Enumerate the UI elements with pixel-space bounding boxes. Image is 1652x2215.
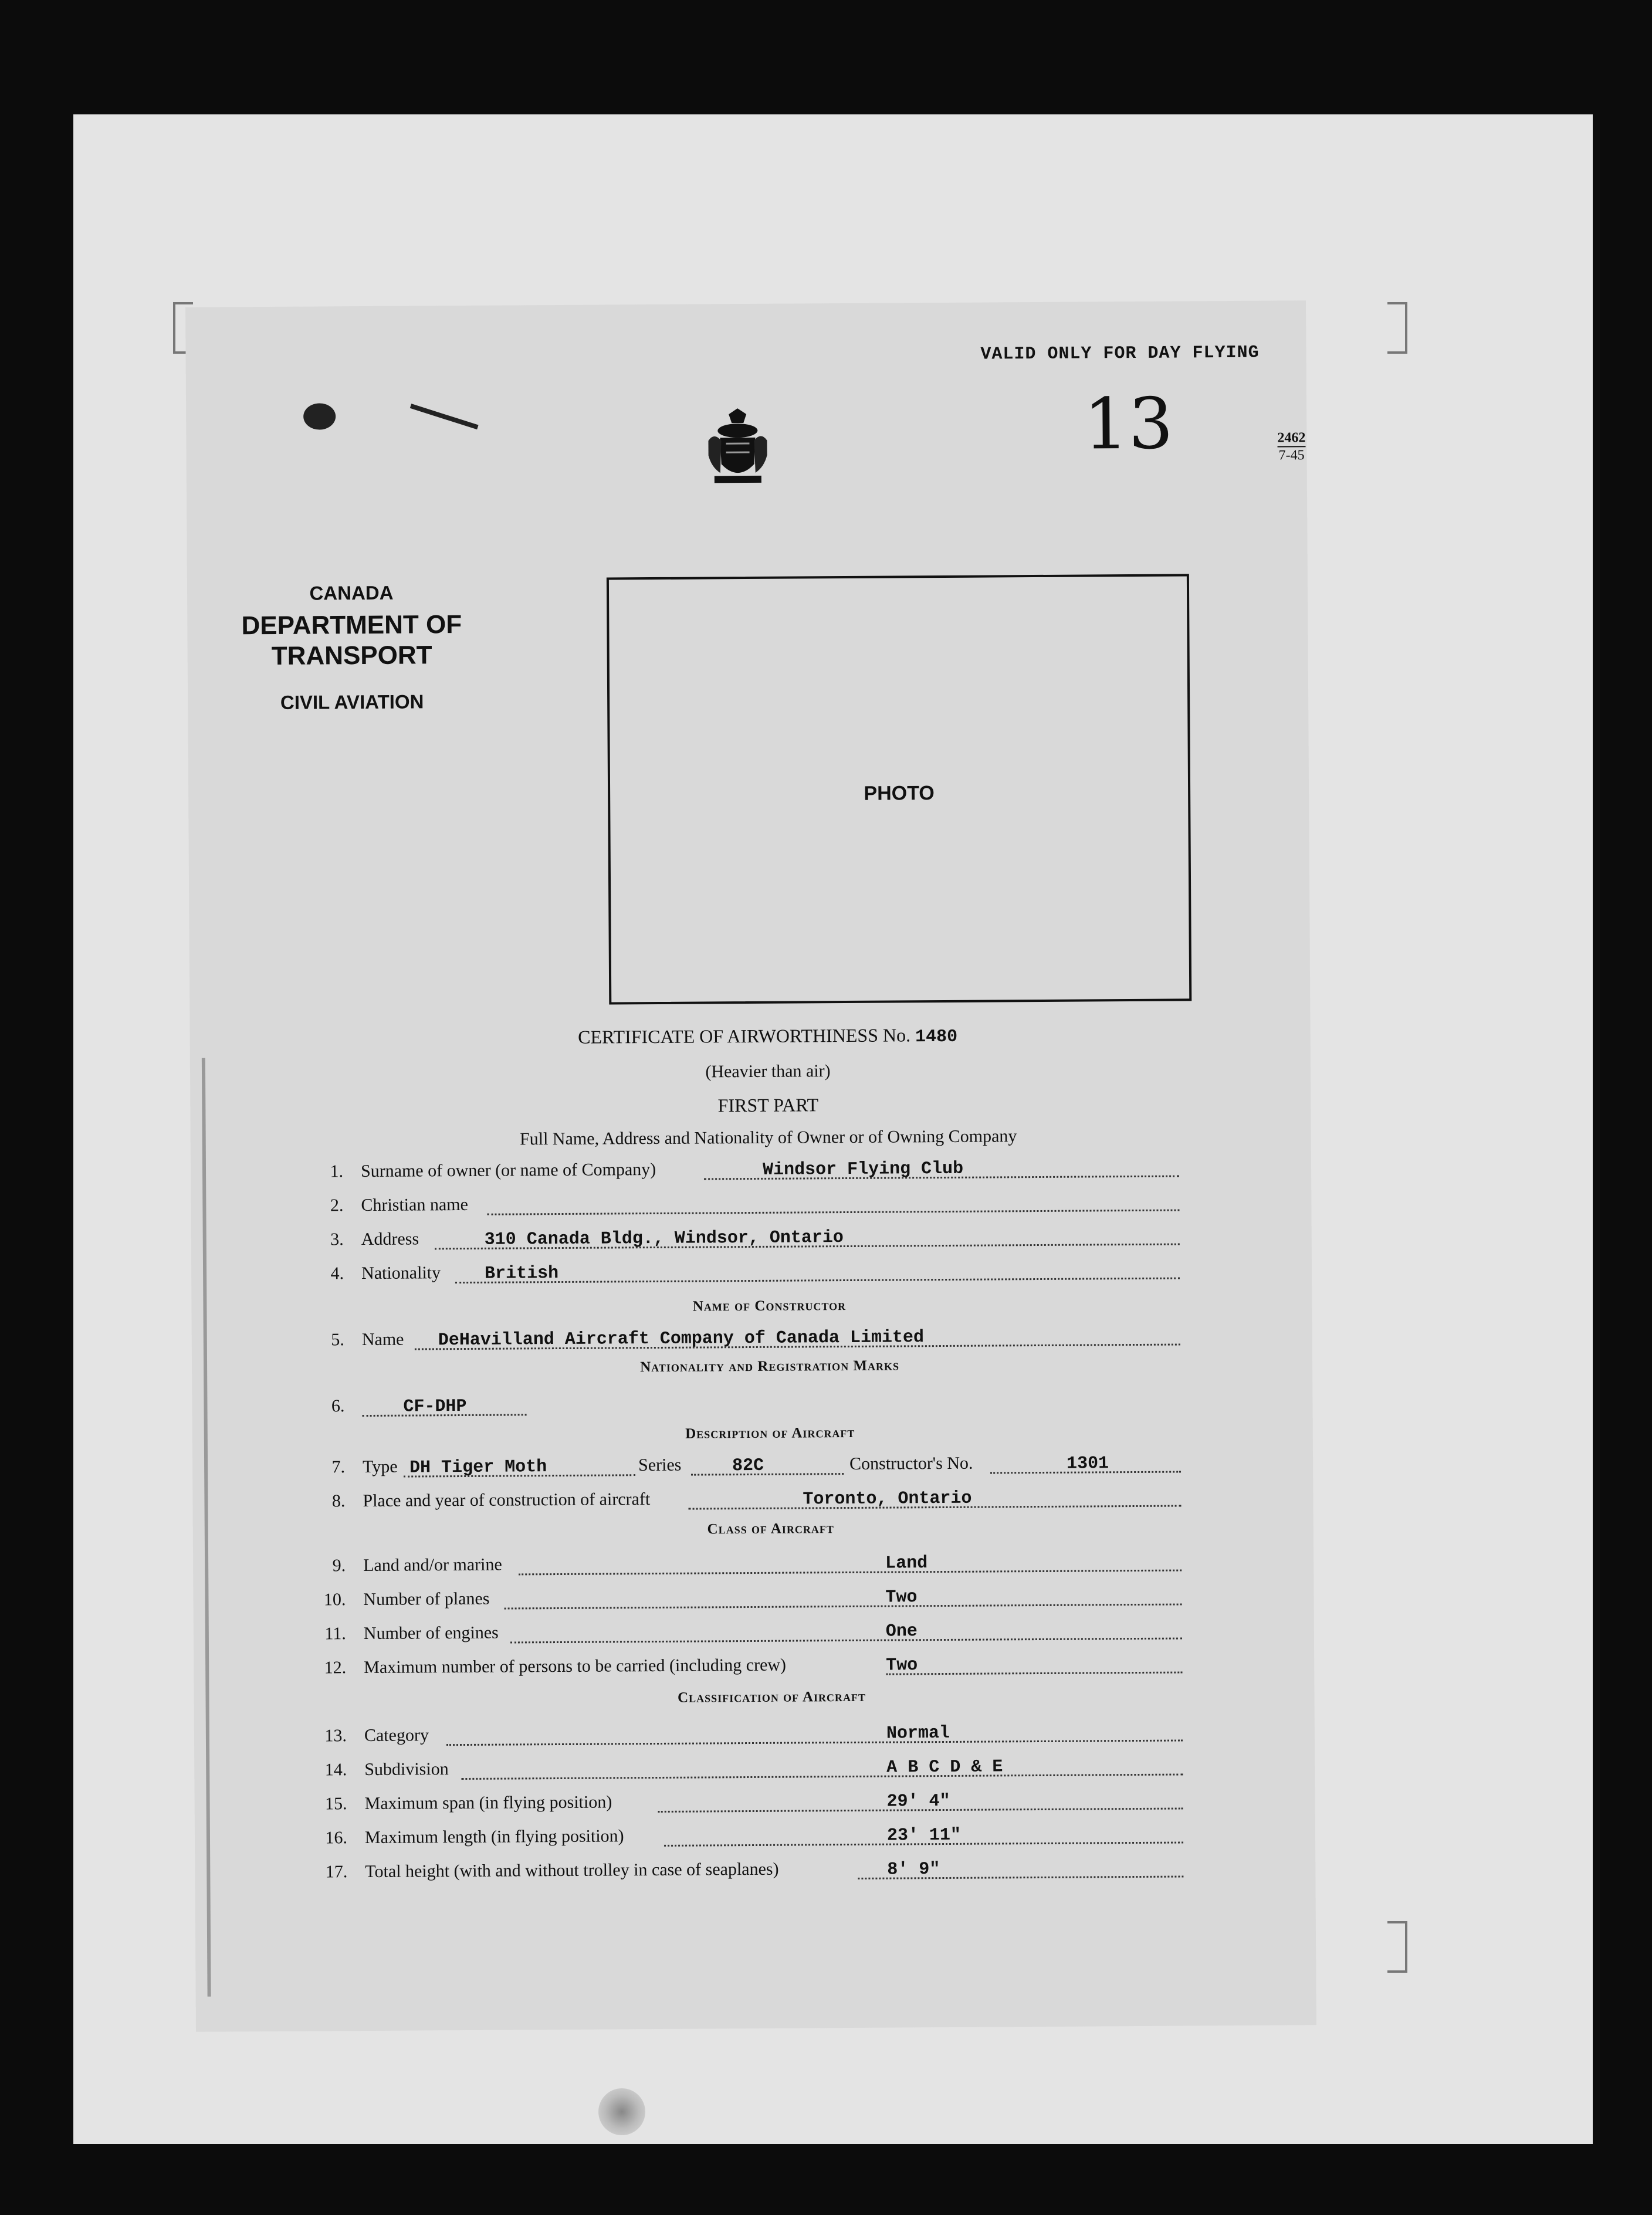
constructors-number-value: 1301 xyxy=(1067,1454,1109,1474)
nationality-label: Nationality xyxy=(361,1263,441,1283)
constructor-heading: Name of Constructor xyxy=(692,1298,847,1315)
photo-box xyxy=(607,574,1191,1004)
christian-name-label: Christian name xyxy=(361,1194,468,1215)
field-number: 7. xyxy=(331,1457,346,1477)
field-number: 1. xyxy=(330,1161,344,1181)
dotted-line xyxy=(455,1278,1180,1284)
constructors-number-label: Constructor's No. xyxy=(849,1453,973,1474)
address-value: 310 Canada Bldg., Windsor, Ontario xyxy=(484,1228,844,1250)
coat-of-arms-icon xyxy=(702,408,773,491)
description-heading: Description of Aircraft xyxy=(685,1424,855,1442)
constructor-name-label: Name xyxy=(361,1329,404,1350)
certificate-title-row xyxy=(401,1023,1135,1051)
form-number-bottom: 7-45 xyxy=(1278,448,1305,463)
type-label: Type xyxy=(363,1457,398,1477)
subdivision-label: Subdivision xyxy=(364,1759,449,1780)
agency-block xyxy=(234,581,469,714)
certificate-title: CERTIFICATE OF AIRWORTHINESS No. xyxy=(578,1024,911,1048)
subdivision-value: A B C D & E xyxy=(886,1757,1003,1778)
field-number: 8. xyxy=(331,1491,346,1511)
height-label: Total height (with and without trolley in case of seaplanes) xyxy=(365,1859,779,1882)
binding-edge xyxy=(202,1058,211,1997)
engines-label: Number of engines xyxy=(363,1623,499,1644)
field-number: 2. xyxy=(330,1195,344,1215)
land-marine-value: Land xyxy=(885,1553,928,1574)
owner-heading: Full Name, Address and Nationality of Owner or of Owning Company xyxy=(519,1126,1017,1149)
span-value: 29' 4" xyxy=(886,1791,950,1812)
span-label: Maximum span (in flying position) xyxy=(364,1792,612,1814)
certificate-document xyxy=(185,300,1316,2032)
field-number: 4. xyxy=(330,1264,344,1283)
length-label: Maximum length (in flying position) xyxy=(364,1826,624,1848)
owner-surname-value: Windsor Flying Club xyxy=(762,1159,964,1180)
series-value: 82C xyxy=(732,1455,764,1476)
dotted-line xyxy=(461,1774,1183,1780)
persons-label: Maximum number of persons to be carried (including crew) xyxy=(364,1655,787,1678)
corner-bracket xyxy=(1387,302,1407,354)
dotted-line xyxy=(691,1473,844,1476)
type-value: DH Tiger Moth xyxy=(409,1457,547,1478)
dotted-line xyxy=(505,1604,1182,1610)
dotted-line xyxy=(519,1570,1182,1576)
category-label: Category xyxy=(364,1725,429,1746)
construction-place-label: Place and year of construction of aircraft xyxy=(363,1489,651,1511)
photo-label: PHOTO xyxy=(864,782,935,805)
persons-value: Two xyxy=(886,1655,918,1676)
country-label: CANADA xyxy=(309,581,394,604)
field-number: 15. xyxy=(325,1794,347,1814)
form-number xyxy=(1277,429,1305,463)
certificate-subtitle: (Heavier than air) xyxy=(705,1061,831,1082)
address-label: Address xyxy=(361,1229,419,1249)
field-number: 3. xyxy=(330,1230,344,1249)
corner-bracket xyxy=(1387,1921,1407,1973)
field-number: 14. xyxy=(324,1760,347,1780)
classification-heading: Classification of Aircraft xyxy=(677,1688,866,1706)
hole-mark xyxy=(598,2088,645,2135)
engines-value: One xyxy=(885,1621,918,1642)
category-value: Normal xyxy=(886,1723,950,1744)
dotted-line xyxy=(446,1740,1183,1746)
staple-mark xyxy=(410,404,479,429)
nationality-marks-heading: Nationality and Registration Marks xyxy=(640,1357,900,1376)
field-number: 9. xyxy=(332,1556,346,1576)
field-number: 6. xyxy=(331,1396,345,1416)
construction-place-value: Toronto, Ontario xyxy=(803,1488,972,1510)
valid-day-flying-note: VALID ONLY FOR DAY FLYING xyxy=(980,343,1260,365)
length-value: 23' 11" xyxy=(886,1825,962,1846)
dotted-line xyxy=(886,1672,1182,1675)
field-number: 12. xyxy=(324,1658,347,1678)
first-part-heading: FIRST PART xyxy=(717,1094,819,1116)
height-value: 8' 9" xyxy=(887,1860,940,1880)
dotted-line xyxy=(487,1210,1179,1215)
department-label: DEPARTMENT OF TRANSPORT xyxy=(241,609,462,670)
owner-surname-label: Surname of owner (or name of Company) xyxy=(360,1159,656,1181)
class-heading: Class of Aircraft xyxy=(707,1520,834,1537)
dotted-line xyxy=(510,1638,1182,1644)
field-number: 17. xyxy=(325,1862,348,1882)
field-number: 13. xyxy=(324,1726,347,1746)
series-label: Series xyxy=(638,1455,682,1475)
constructor-name-value: DeHavilland Aircraft Company of Canada Limited xyxy=(438,1327,925,1351)
certificate-number: 1480 xyxy=(915,1027,958,1048)
field-number: 16. xyxy=(325,1828,348,1848)
form-number-top: 2462 xyxy=(1277,429,1305,447)
planes-value: Two xyxy=(885,1587,918,1608)
field-number: 10. xyxy=(323,1590,346,1610)
handwritten-number: 13 xyxy=(1083,383,1174,466)
field-number: 5. xyxy=(331,1330,344,1350)
planes-label: Number of planes xyxy=(363,1589,490,1610)
land-marine-label: Land and/or marine xyxy=(363,1554,502,1576)
field-number: 11. xyxy=(324,1624,346,1644)
division-label: CIVIL AVIATION xyxy=(280,690,424,713)
nationality-value: British xyxy=(485,1264,559,1284)
punch-hole xyxy=(303,403,336,429)
registration-marks-value: CF-DHP xyxy=(403,1396,467,1417)
